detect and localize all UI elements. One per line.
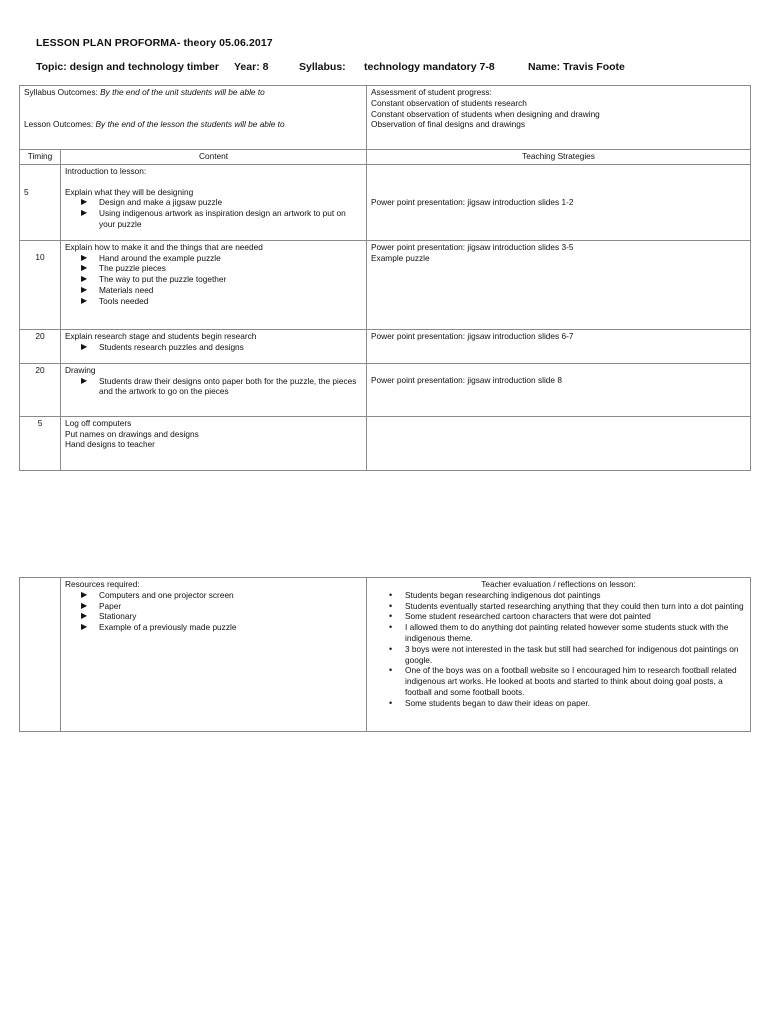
- assessment-title: Assessment of student progress:: [371, 87, 492, 97]
- strategy-cell: [367, 240, 751, 329]
- content-text: Explain what they will be designing: [65, 186, 194, 197]
- list-item: ▶ Materials need: [65, 285, 362, 296]
- content-text: Log off computers: [65, 417, 132, 428]
- list-item: ▶ Tools needed: [65, 296, 362, 307]
- list-item: ▶ Hand around the example puzzle: [65, 253, 362, 264]
- resources-title: Resources required:: [65, 579, 140, 589]
- strategy-text: Power point presentation: jigsaw introduction slides 1-2: [371, 196, 574, 207]
- list-item: ▶ Stationary: [65, 611, 362, 622]
- table-row: [20, 240, 751, 329]
- lesson-outcomes-label: Lesson Outcomes:: [24, 118, 94, 129]
- evaluation-title: Teacher evaluation / reflections on lesson:: [481, 579, 636, 589]
- strategy-cell: [367, 363, 751, 416]
- list-item: • Students began researching indigenous dot paintings: [371, 590, 746, 601]
- list-item: • Some student researched cartoon characters that were dot painted: [371, 611, 746, 622]
- strategies-header: Teaching Strategies: [367, 150, 751, 165]
- assessment-line: Constant observation of students research: [371, 97, 527, 108]
- timing-value: 5: [37, 417, 43, 428]
- content-cell: [61, 363, 367, 416]
- syllabus-outcomes: [24, 87, 362, 98]
- content-text: Put names on drawings and designs: [65, 428, 199, 439]
- lesson-outcomes: [24, 119, 362, 130]
- timing-cell: [20, 329, 61, 363]
- syllabus-outcomes-text: By the end of the unit students will be able to: [100, 87, 265, 97]
- timing-value: 20: [35, 330, 45, 341]
- assessment-line: Observation of final designs and drawings: [371, 119, 526, 130]
- table-row: [20, 363, 751, 416]
- syllabus-outcomes-label: Syllabus Outcomes:: [24, 87, 98, 97]
- list-item: ▶ Paper: [65, 601, 362, 612]
- assessment-line: Constant observation of students when designing and drawing: [371, 108, 600, 119]
- timing-value: 20: [35, 364, 45, 375]
- strategy-text: Power point presentation: jigsaw introduction slide 8: [371, 374, 562, 385]
- content-cell: [61, 416, 367, 470]
- timing-header: Timing: [20, 150, 61, 165]
- strategy-text: Power point presentation: jigsaw introduction slides 6-7: [371, 330, 574, 341]
- content-cell: [61, 164, 367, 240]
- content-cell: [61, 329, 367, 363]
- content-header: Content: [61, 150, 367, 165]
- list-item: • Students eventually started researching anything that they could then turn into a dot painting: [371, 601, 746, 612]
- author-name: Name: Travis Foote: [528, 61, 625, 73]
- strategy-cell: [367, 329, 751, 363]
- timing-cell: [20, 363, 61, 416]
- strategy-text: Example puzzle: [371, 252, 430, 263]
- list-item: • One of the boys was on a football website so I encouraged him to research football related indigenous art works. He looked at boots and started to think about doing goal posts, a football and some football boots.: [371, 665, 746, 697]
- outcomes-row: [20, 86, 751, 150]
- evaluation-cell: [367, 578, 751, 732]
- list-item: ▶ The puzzle pieces: [65, 263, 362, 274]
- list-item: ▶ Design and make a jigsaw puzzle: [65, 197, 362, 208]
- document-title: LESSON PLAN PROFORMA- theory 05.06.2017: [36, 37, 273, 49]
- content-text: Explain research stage and students begin research: [65, 330, 257, 341]
- timing-cell: [20, 164, 61, 240]
- table-row: [20, 329, 751, 363]
- syllabus-value: technology mandatory 7-8: [364, 61, 495, 73]
- content-text: Drawing: [65, 364, 96, 375]
- assessment-cell: [367, 86, 751, 150]
- list-item: ▶ The way to put the puzzle together: [65, 274, 362, 285]
- strategy-cell: [367, 164, 751, 240]
- topic-label: Topic: design and technology timber: [36, 61, 219, 73]
- content-text: Explain how to make it and the things that are needed: [65, 241, 263, 252]
- year-label: Year: 8: [234, 61, 269, 73]
- content-cell: [61, 240, 367, 329]
- timing-value: 5: [24, 186, 29, 197]
- list-item: ▶ Using indigenous artwork as inspiration design an artwork to put on your puzzle: [65, 208, 362, 230]
- list-item: ▶ Students draw their designs onto paper both for the puzzle, the pieces and the artwork to go on the pieces: [65, 376, 362, 398]
- column-header-row: [20, 150, 751, 165]
- resources-row: [20, 578, 751, 732]
- content-intro: Introduction to lesson:: [65, 165, 147, 176]
- table-row: [20, 164, 751, 240]
- lesson-outcomes-text: By the end of the lesson the students will be able to: [95, 118, 285, 129]
- empty-cell: [20, 578, 61, 732]
- timing-value: 10: [35, 251, 45, 262]
- timing-cell: [20, 416, 61, 470]
- list-item: ▶ Students research puzzles and designs: [65, 342, 362, 353]
- list-item: • Some students began to daw their ideas on paper.: [371, 698, 746, 709]
- lesson-plan-table: [19, 85, 751, 471]
- timing-cell: [20, 240, 61, 329]
- resources-cell: [61, 578, 367, 732]
- strategy-text: Power point presentation: jigsaw introduction slides 3-5: [371, 241, 574, 252]
- table-row: [20, 416, 751, 470]
- content-text: Hand designs to teacher: [65, 439, 155, 450]
- list-item: • I allowed them to do anything dot painting related however some students stuck with the indigenous theme.: [371, 622, 746, 644]
- list-item: • 3 boys were not interested in the task but still had searched for indigenous dot paintings on google.: [371, 644, 746, 666]
- resources-table: [19, 577, 751, 732]
- outcomes-cell: [20, 86, 367, 150]
- strategy-cell: [367, 416, 751, 470]
- list-item: ▶ Computers and one projector screen: [65, 590, 362, 601]
- syllabus-label: Syllabus:: [299, 61, 346, 73]
- list-item: ▶ Example of a previously made puzzle: [65, 622, 362, 633]
